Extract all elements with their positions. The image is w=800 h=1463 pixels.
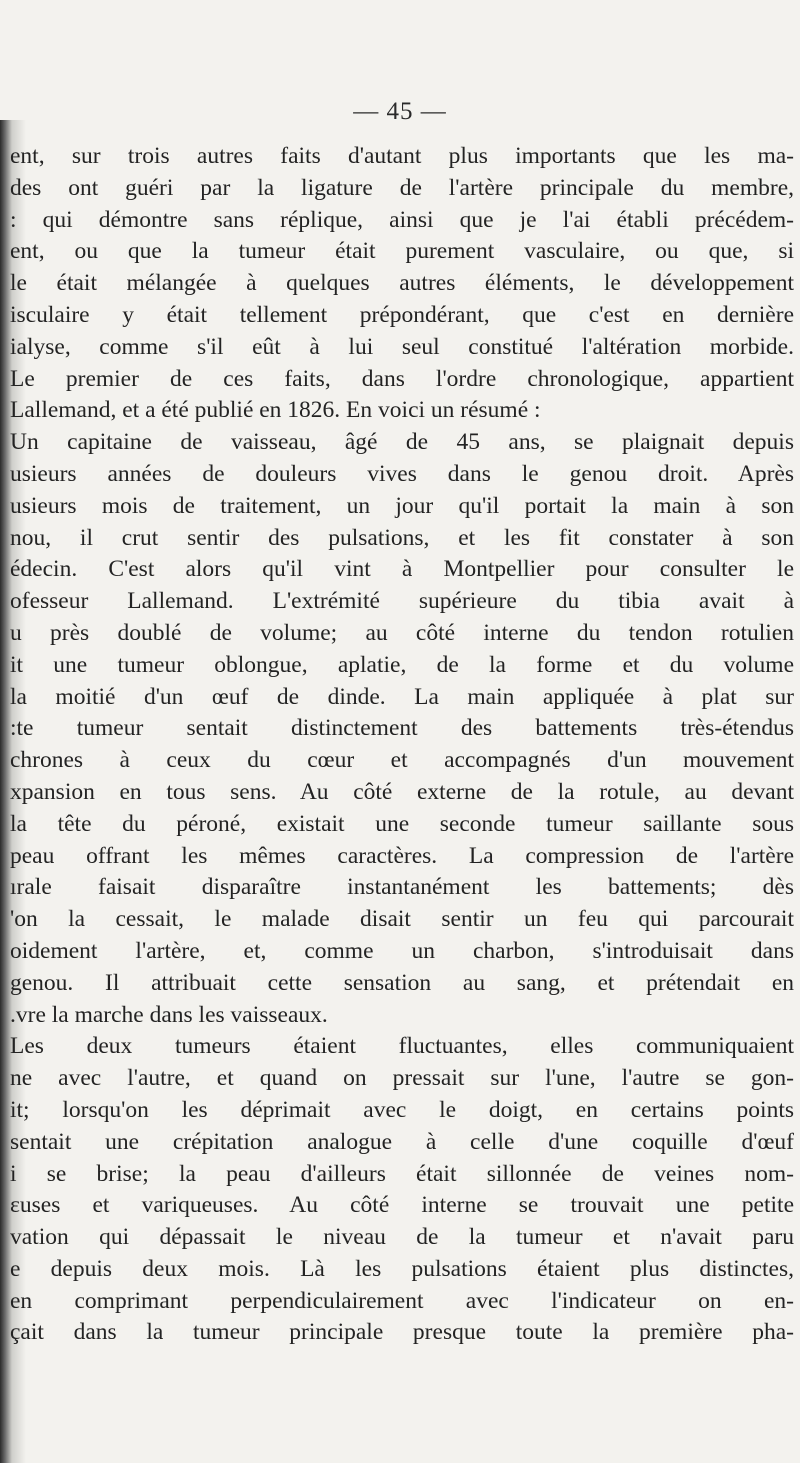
text-line: ent, sur trois autres faits d'autant plus importants que les ma- (10, 143, 794, 169)
text-line: u près doublé de volume; au côté interne du tendon rotulien (10, 619, 794, 646)
text-line: it; lorsqu'on les déprimait avec le doigt, en certains points (10, 1096, 794, 1123)
text-line: ne avec l'autre, et quand on pressait sur l'une, l'autre se gon- (10, 1065, 794, 1092)
text-line: ofesseur Lallemand. L'extrémité supérieure du tibia avait à (10, 588, 794, 615)
text-line: oidement l'artère, et, comme un charbon, s'introduisait dans (10, 937, 794, 964)
text-line: usieurs années de douleurs vives dans le genou droit. Après (10, 460, 794, 487)
text-line: xpansion en tous sens. Au côté externe de la rotule, au devant (10, 778, 794, 805)
text-line: ırale faisait disparaître instantanément les battements; dès (10, 874, 794, 901)
text-line: : qui démontre sans réplique, ainsi que je l'ai établi précédem- (10, 206, 794, 233)
text-line: la moitié d'un œuf de dinde. La main appliquée à plat sur (10, 683, 794, 710)
text-line: le était mélangée à quelques autres éléments, le développement (10, 270, 794, 297)
text-line: sentait une crépitation analogue à celle d'une coquille d'œuf (10, 1128, 794, 1155)
text-line: i se brise; la peau d'ailleurs était sillonnée de veines nom- (10, 1160, 794, 1187)
text-line: isculaire y était tellement prépondérant, que c'est en dernière (10, 301, 794, 328)
text-line: ialyse, comme s'il eût à lui seul constitué l'altération morbide. (10, 333, 794, 360)
text-line: chrones à ceux du cœur et accompagnés d'un mouvement (10, 747, 794, 774)
text-line: vation qui dépassait le niveau de la tumeur et n'avait paru (10, 1224, 794, 1251)
body-text (10, 141, 794, 1349)
text-line: ent, ou que la tumeur était purement vasculaire, ou que, si (10, 238, 794, 265)
text-line: Les deux tumeurs étaient fluctuantes, elles communiquaient (10, 1033, 794, 1060)
text-line: Le premier de ces faits, dans l'ordre chronologique, appartient (10, 365, 794, 392)
text-line: peau offrant les mêmes caractères. La compression de l'artère (10, 842, 794, 869)
text-line: Un capitaine de vaisseau, âgé de 45 ans, se plaignait depuis (10, 429, 794, 456)
text-line: édecin. C'est alors qu'il vint à Montpellier pour consulter le (10, 556, 794, 583)
text-line: usieurs mois de traitement, un jour qu'il portait la main à son (10, 492, 794, 519)
text-line: .vre la marche dans les vaisseaux. (10, 1001, 328, 1028)
text-line: des ont guéri par la ligature de l'artère principale du membre, (10, 174, 794, 201)
text-line: la tête du péroné, existait une seconde tumeur saillante sous (10, 810, 794, 837)
text-line: 'on la cessait, le malade disait sentir un feu qui parcourait (10, 906, 794, 933)
text-line: ɛuses et variqueuses. Au côté interne se trouvait une petite (10, 1192, 794, 1219)
text-line: :te tumeur sentait distinctement des battements très-étendus (10, 715, 794, 742)
text-line: Lallemand, et a été publié en 1826. En voici un résumé : (10, 397, 541, 424)
text-line: it une tumeur oblongue, aplatie, de la forme et du volume (10, 651, 794, 678)
text-line: en comprimant perpendiculairement avec l'indicateur on en- (10, 1287, 794, 1314)
text-line: e depuis deux mois. Là les pulsations étaient plus distinctes, (10, 1255, 794, 1282)
text-line: genou. Il attribuait cette sensation au sang, et prétendait en (10, 969, 794, 996)
text-line: çait dans la tumeur principale presque toute la première pha- (10, 1319, 794, 1346)
page-number: — 45 — (353, 98, 447, 125)
text-line: nou, il crut sentir des pulsations, et les fit constater à son (10, 524, 794, 551)
